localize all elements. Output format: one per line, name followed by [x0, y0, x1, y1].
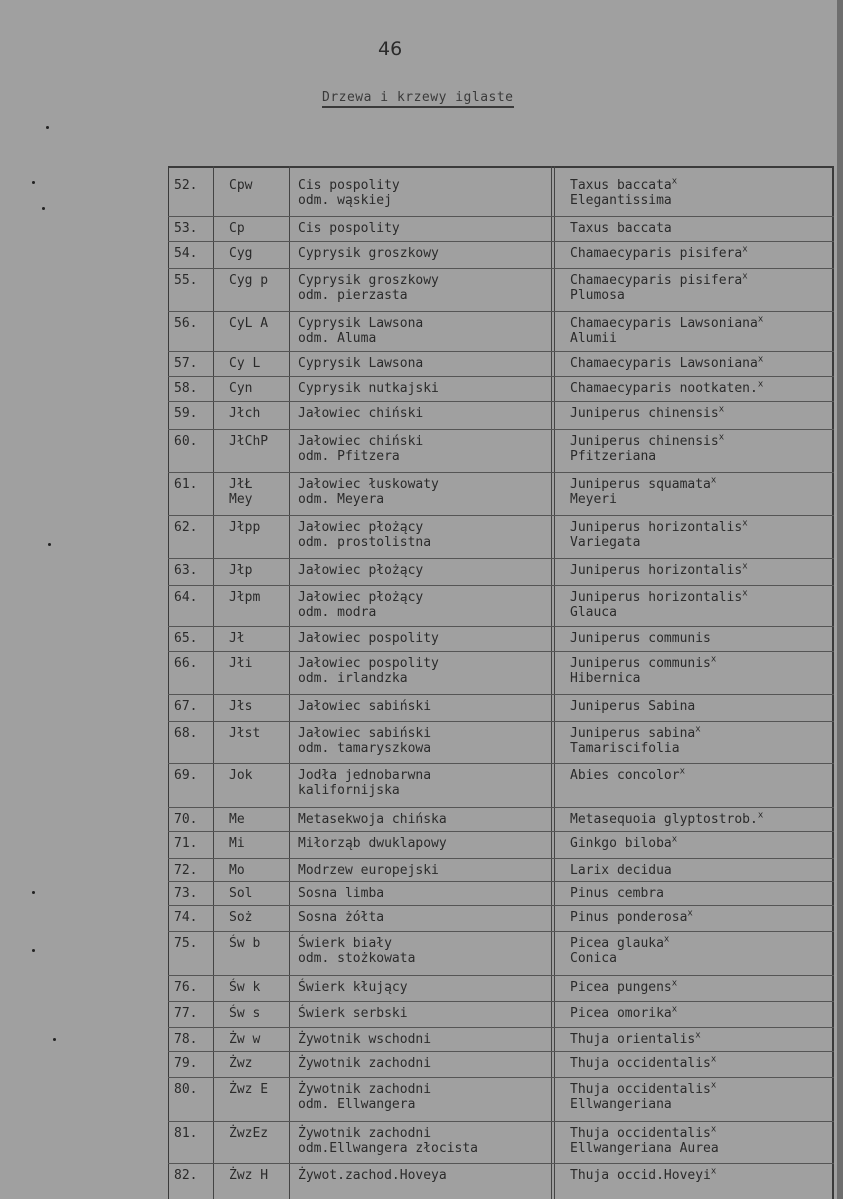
polish-name: Jałowiec pospolity [298, 631, 439, 646]
row-divider [168, 585, 834, 586]
species-code: Św k [229, 980, 261, 995]
footnote-mark: x [710, 1166, 717, 1177]
row-number: 63. [174, 563, 198, 578]
binding-hole [32, 181, 35, 184]
row-number: 55. [174, 273, 198, 288]
polish-name: Cyprysik groszkowy odm. pierzasta [298, 273, 439, 303]
row-number: 71. [174, 836, 198, 851]
row-number: 79. [174, 1056, 198, 1071]
row-number: 69. [174, 768, 198, 783]
row-number: 82. [174, 1168, 198, 1183]
row-divider [168, 763, 834, 764]
binding-hole [46, 126, 49, 129]
row-divider [168, 376, 834, 377]
footnote-mark: x [757, 354, 764, 365]
row-divider [168, 905, 834, 906]
latin-name: Chamaecyparis nootkaten.$^x$ [570, 379, 764, 396]
latin-name: Juniperus communis [570, 631, 711, 646]
binding-hole [32, 891, 35, 894]
latin-name: Abies concolor$^x$ [570, 766, 685, 783]
latin-name: Pinus ponderosa$^x$ [570, 908, 693, 925]
polish-name: Jodła jednobarwna kalifornijska [298, 768, 432, 798]
footnote-mark: x [671, 834, 678, 845]
species-code: Jłch [229, 406, 261, 421]
latin-name: Juniperus squamata$^x$ Meyeri [570, 475, 717, 507]
latin-name: Taxus baccata$^x$ Elegantissima [570, 176, 678, 208]
polish-name: Jałowiec łuskowaty odm. Meyera [298, 477, 439, 507]
row-number: 53. [174, 221, 198, 236]
row-number: 78. [174, 1032, 198, 1047]
row-divider [168, 216, 834, 217]
polish-name: Modrzew europejski [298, 863, 439, 878]
footnote-mark: x [695, 1030, 701, 1041]
page-title: Drzewa i krzewy iglaste [322, 90, 514, 108]
polish-name: Żywotnik zachodni odm. Ellwangera [298, 1082, 432, 1112]
row-number: 76. [174, 980, 198, 995]
row-divider [168, 558, 834, 559]
polish-name: Żywot.zachod.Hoveya [298, 1168, 447, 1183]
polish-name: Cyprysik Lawsona [298, 356, 424, 371]
footnote-mark: x [710, 654, 717, 665]
species-code: ŻwzEz [229, 1126, 269, 1141]
latin-name: Picea omorika$^x$ [570, 1004, 678, 1021]
row-number: 80. [174, 1082, 198, 1097]
polish-name: Żywotnik zachodni odm.Ellwangera złocista [298, 1126, 479, 1156]
latin-name: Pinus cembra [570, 886, 664, 901]
row-divider [168, 1027, 834, 1028]
polish-name: Jałowiec chiński odm. Pfitzera [298, 434, 424, 464]
polish-name: Jałowiec sabiński [298, 699, 432, 714]
row-divider [168, 268, 834, 269]
footnote-mark: x [742, 561, 748, 572]
species-code: Mo [229, 863, 245, 878]
latin-name: Juniperus Sabina [570, 699, 696, 714]
latin-name: Taxus baccata [570, 221, 672, 236]
latin-name: Juniperus chinensis$^x$ [570, 404, 725, 421]
polish-name: Cis pospolity [298, 221, 400, 236]
polish-name: Jałowiec płożący [298, 563, 424, 578]
row-divider [168, 694, 834, 695]
row-divider [168, 1001, 834, 1002]
row-divider [168, 721, 834, 722]
species-code: Cy L [229, 356, 261, 371]
row-number: 56. [174, 316, 198, 331]
footnote-mark: x [757, 379, 764, 390]
latin-name: Metasequoia glyptostrob.$^x$ [570, 810, 764, 827]
species-code: Soż [229, 910, 253, 925]
page-edge [837, 0, 843, 1199]
latin-name: Chamaecyparis pisifera$^x$ Plumosa [570, 271, 748, 303]
species-code: Jłpp [229, 520, 261, 535]
species-code: Mi [229, 836, 245, 851]
footnote-mark: x [663, 934, 670, 945]
species-code: Żwz H [229, 1168, 269, 1183]
species-code: CyL A [229, 316, 269, 331]
footnote-mark: x [757, 810, 764, 821]
row-divider [168, 858, 834, 859]
latin-name: Chamaecyparis pisifera$^x$ [570, 244, 748, 261]
row-number: 57. [174, 356, 198, 371]
species-code: Jok [229, 768, 253, 783]
polish-name: Cyprysik nutkajski [298, 381, 439, 396]
row-number: 65. [174, 631, 198, 646]
species-code: Cp [229, 221, 245, 236]
row-divider [168, 831, 834, 832]
species-code: Jłpm [229, 590, 261, 605]
species-code: Jł [229, 631, 245, 646]
row-number: 74. [174, 910, 198, 925]
row-divider [168, 1163, 834, 1164]
footnote-mark: x [679, 766, 685, 777]
row-divider [168, 931, 834, 932]
polish-name: Sosna żółta [298, 910, 385, 925]
species-code: Św b [229, 936, 261, 951]
row-divider [168, 626, 834, 627]
footnote-mark: x [718, 404, 725, 415]
latin-name: Juniperus horizontalis$^x$ Glauca [570, 588, 748, 620]
polish-name: Miłorząb dwuklapowy [298, 836, 447, 851]
footnote-mark: x [757, 314, 764, 325]
polish-name: Jałowiec płożący odm. prostolistna [298, 520, 432, 550]
species-code: Jłs [229, 699, 253, 714]
polish-name: Cis pospolity odm. wąskiej [298, 178, 400, 208]
row-number: 68. [174, 726, 198, 741]
row-number: 58. [174, 381, 198, 396]
row-number: 61. [174, 477, 198, 492]
latin-name: Juniperus chinensis$^x$ Pfitzeriana [570, 432, 725, 464]
row-number: 73. [174, 886, 198, 901]
row-number: 62. [174, 520, 198, 535]
latin-name: Juniperus horizontalis$^x$ Variegata [570, 518, 748, 550]
latin-name: Thuja occidentalis$^x$ [570, 1054, 717, 1071]
species-code: Me [229, 812, 245, 827]
row-number: 72. [174, 863, 198, 878]
row-number: 52. [174, 178, 198, 193]
latin-name: Picea pungens$^x$ [570, 978, 678, 995]
row-divider [168, 351, 834, 352]
latin-name: Ginkgo biloba$^x$ [570, 834, 678, 851]
polish-name: Świerk kłujący [298, 980, 408, 995]
row-divider [168, 1051, 834, 1052]
row-number: 77. [174, 1006, 198, 1021]
footnote-mark: x [710, 1080, 717, 1091]
species-code: Cyg p [229, 273, 269, 288]
latin-name: Larix decidua [570, 863, 672, 878]
footnote-mark: x [695, 724, 701, 735]
binding-hole [48, 543, 51, 546]
polish-name: Cyprysik Lawsona odm. Aluma [298, 316, 424, 346]
column-divider [289, 166, 290, 1199]
latin-name: Chamaecyparis Lawsoniana$^x$ Alumii [570, 314, 764, 346]
page-number: 46 [378, 38, 403, 60]
footnote-mark: x [742, 271, 748, 282]
row-divider [168, 241, 834, 242]
latin-name: Juniperus horizontalis$^x$ [570, 561, 748, 578]
binding-hole [32, 949, 35, 952]
polish-name: Jałowiec sabiński odm. tamaryszkowa [298, 726, 432, 756]
footnote-mark: x [710, 1124, 717, 1135]
footnote-mark: x [671, 176, 678, 187]
latin-name: Chamaecyparis Lawsoniana$^x$ [570, 354, 764, 371]
row-number: 81. [174, 1126, 198, 1141]
species-code: JłŁ Mey [229, 477, 253, 507]
species-code: Żw w [229, 1032, 261, 1047]
row-number: 59. [174, 406, 198, 421]
latin-name: Thuja occid.Hoveyi$^x$ [570, 1166, 717, 1183]
row-number: 64. [174, 590, 198, 605]
latin-name: Picea glauka$^x$ Conica [570, 934, 670, 966]
species-code: Jłp [229, 563, 253, 578]
polish-name: Jałowiec pospolity odm. irlandzka [298, 656, 439, 686]
row-divider [168, 807, 834, 808]
polish-name: Żywotnik zachodni [298, 1056, 432, 1071]
row-divider [168, 651, 834, 652]
polish-name: Metasekwoja chińska [298, 812, 447, 827]
polish-name: Świerk serbski [298, 1006, 408, 1021]
species-code: Sol [229, 886, 253, 901]
latin-name: Thuja occidentalis$^x$ Ellwangeriana Aurea [570, 1124, 719, 1156]
footnote-mark: x [718, 432, 725, 443]
row-divider [168, 515, 834, 516]
footnote-mark: x [710, 475, 717, 486]
row-divider [168, 975, 834, 976]
species-code: JłChP [229, 434, 269, 449]
footnote-mark: x [671, 1004, 678, 1015]
row-divider [168, 472, 834, 473]
column-divider [213, 166, 214, 1199]
row-number: 67. [174, 699, 198, 714]
latin-name: Thuja occidentalis$^x$ Ellwangeriana [570, 1080, 717, 1112]
binding-hole [42, 207, 45, 210]
row-number: 66. [174, 656, 198, 671]
row-number: 75. [174, 936, 198, 951]
polish-name: Cyprysik groszkowy [298, 246, 439, 261]
row-divider [168, 1077, 834, 1078]
row-number: 60. [174, 434, 198, 449]
polish-name: Świerk biały odm. stożkowata [298, 936, 416, 966]
footnote-mark: x [710, 1054, 717, 1065]
latin-name: Thuja orientalis$^x$ [570, 1030, 701, 1047]
species-code: Cyg [229, 246, 253, 261]
species-code: Św s [229, 1006, 261, 1021]
binding-hole [53, 1038, 56, 1041]
row-divider [168, 881, 834, 882]
latin-name: Juniperus communis$^x$ Hibernica [570, 654, 717, 686]
polish-name: Jałowiec płożący odm. modra [298, 590, 424, 620]
species-code: Żwz [229, 1056, 253, 1071]
column-divider [551, 166, 555, 1199]
species-code: Jłi [229, 656, 253, 671]
polish-name: Sosna limba [298, 886, 385, 901]
footnote-mark: x [742, 518, 748, 529]
row-divider [168, 401, 834, 402]
footnote-mark: x [671, 978, 678, 989]
species-code: Żwz E [229, 1082, 269, 1097]
species-code: Cpw [229, 178, 253, 193]
polish-name: Żywotnik wschodni [298, 1032, 432, 1047]
row-number: 70. [174, 812, 198, 827]
row-divider [168, 1121, 834, 1122]
species-code: Jłst [229, 726, 261, 741]
footnote-mark: x [742, 244, 748, 255]
footnote-mark: x [687, 908, 693, 919]
footnote-mark: x [742, 588, 748, 599]
row-number: 54. [174, 246, 198, 261]
polish-name: Jałowiec chiński [298, 406, 424, 421]
latin-name: Juniperus sabina$^x$ Tamariscifolia [570, 724, 701, 756]
row-divider [168, 429, 834, 430]
species-code: Cyn [229, 381, 253, 396]
row-divider [168, 311, 834, 312]
